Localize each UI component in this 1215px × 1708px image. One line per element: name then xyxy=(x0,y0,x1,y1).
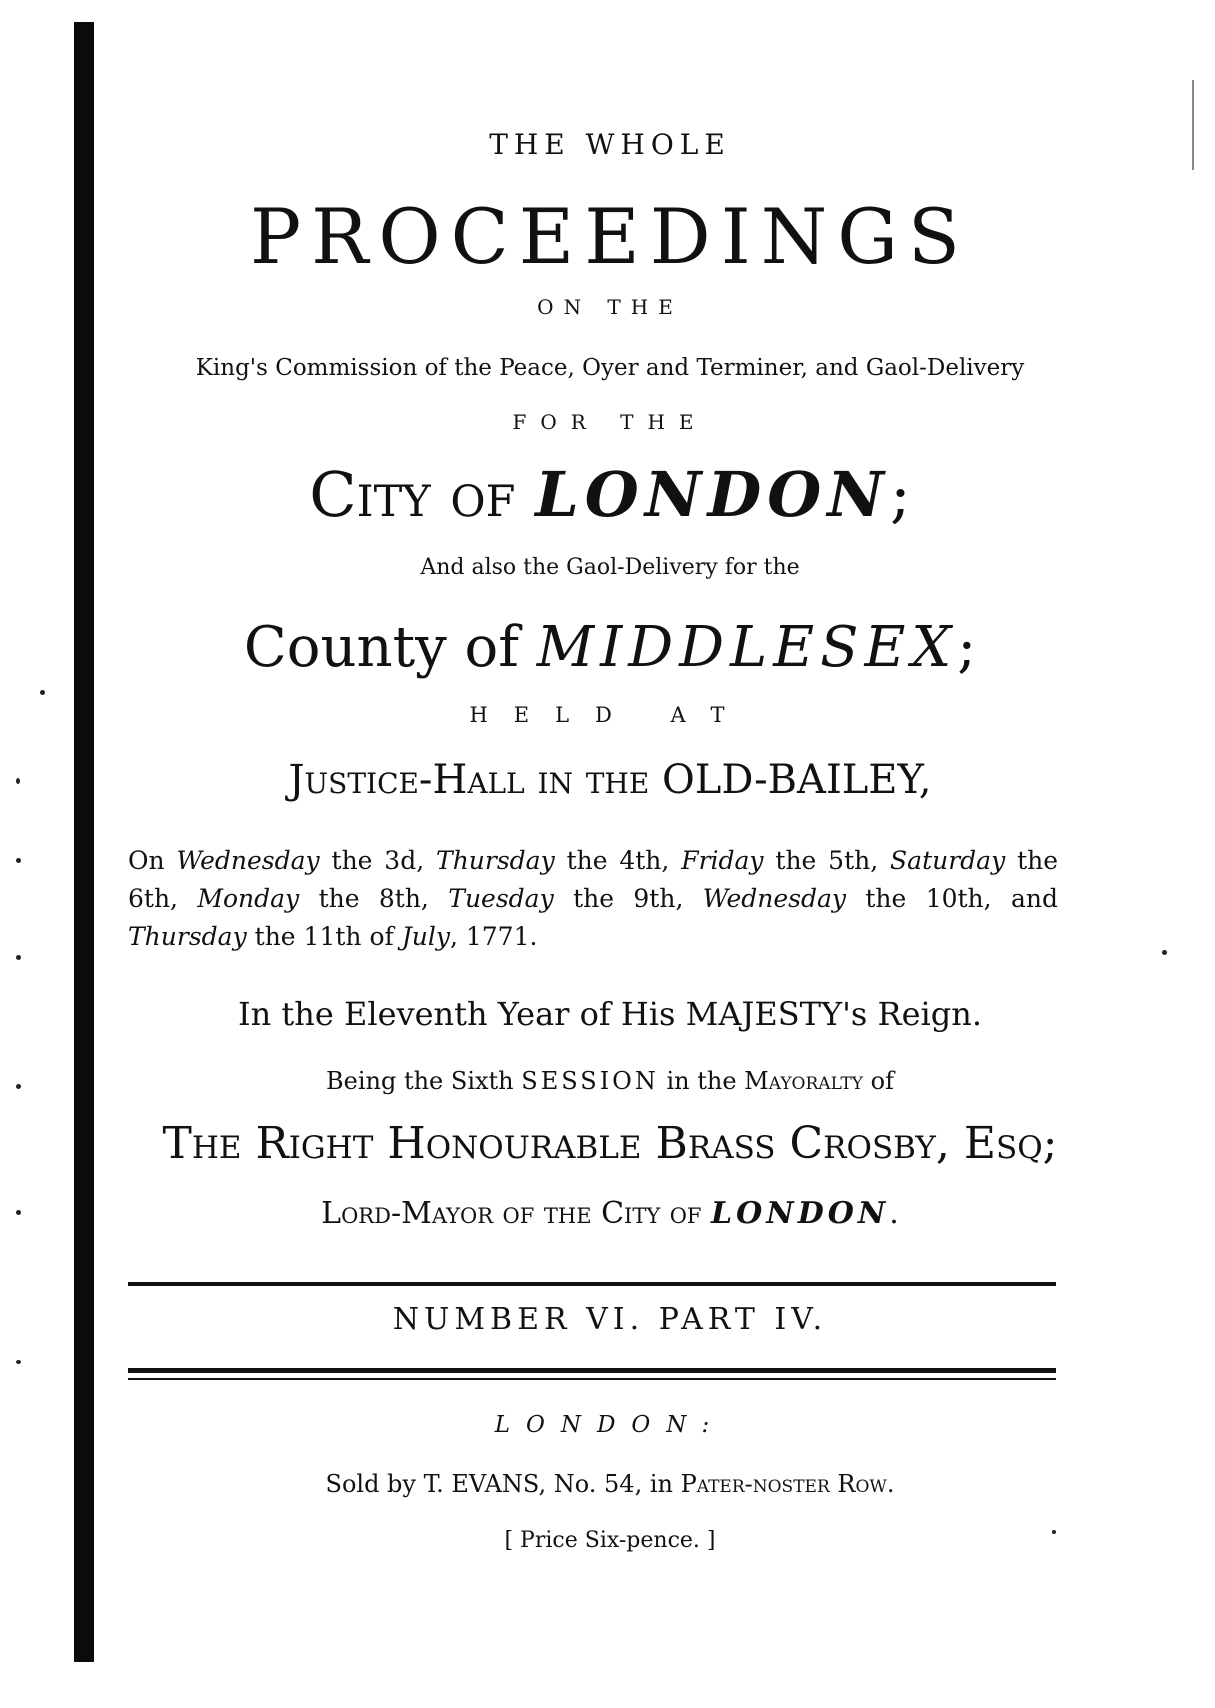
scan-speck xyxy=(16,778,20,784)
imprint-place: LONDON: xyxy=(494,1412,726,1438)
bottom-rule-thin xyxy=(128,1378,1056,1380)
heading-proceedings: PROCEEDINGS xyxy=(249,192,970,281)
dates-text: the 4th, xyxy=(554,846,682,875)
county-line xyxy=(120,615,1100,680)
seller-row: Pater-noster Row. xyxy=(680,1470,895,1498)
commission-line: King's Commission of the Peace, Oyer and Terminer, and Gaol-Delivery xyxy=(195,355,1025,381)
day-name: Friday xyxy=(681,846,764,875)
scan-speck xyxy=(16,955,21,960)
city-suffix: ; xyxy=(889,458,911,531)
day-name: Wednesday xyxy=(702,884,846,913)
heading-on-the: ON THE xyxy=(537,295,683,319)
justice-hall-line: Justice-Hall in the OLD-BAILEY, xyxy=(288,757,932,803)
session-dates-paragraph xyxy=(128,842,1058,956)
scan-speck xyxy=(40,690,45,695)
lord-mayor-line xyxy=(120,1196,1100,1231)
scan-speck xyxy=(16,858,21,863)
lord-mayor-text: Lord-Mayor of the City of xyxy=(321,1196,712,1231)
dates-text: the 10th, and xyxy=(846,884,1058,913)
scan-speck xyxy=(16,1084,21,1089)
session-line xyxy=(120,1067,1100,1095)
binding-spine xyxy=(74,22,94,1662)
lord-mayor-text: . xyxy=(889,1196,899,1231)
dates-text: the 3d, xyxy=(319,846,437,875)
city-line xyxy=(120,458,1100,531)
heading-for-the: FOR THE xyxy=(512,410,708,434)
county-suffix: ; xyxy=(957,615,977,680)
dates-text: the 9th, xyxy=(553,884,703,913)
top-rule xyxy=(128,1282,1056,1286)
session-text: in the xyxy=(658,1067,745,1095)
also-gaol-delivery-line: And also the Gaol-Delivery for the xyxy=(420,555,800,580)
number-part-line: NUMBER VI. PART IV. xyxy=(392,1302,828,1337)
heading-held-at: HELD AT xyxy=(469,703,751,727)
session-text: of xyxy=(863,1067,895,1095)
session-text: Being the Sixth xyxy=(325,1067,522,1095)
day-name: Tuesday xyxy=(448,884,554,913)
county-prefix: County of xyxy=(243,615,537,680)
imprint-seller xyxy=(120,1470,1100,1498)
heading-the-whole: THE WHOLE xyxy=(489,128,731,161)
bottom-rule-thick xyxy=(128,1368,1056,1373)
dates-text: the 8th, xyxy=(299,884,449,913)
dates-text: the 6th, xyxy=(128,846,1059,913)
county-name: MIDDLESEX xyxy=(536,615,958,680)
session-word: SESSION xyxy=(521,1067,659,1095)
reign-line: In the Eleventh Year of His MAJESTY's Reign. xyxy=(237,995,982,1033)
mayoralty-word: Mayoralty xyxy=(744,1067,864,1095)
lord-mayor-name-line: The Right Honourable Brass Crosby, Esq; xyxy=(162,1118,1058,1169)
dates-text: On xyxy=(128,846,177,875)
day-name: Monday xyxy=(197,884,300,913)
month-name: July xyxy=(401,922,450,951)
day-name: Thursday xyxy=(128,922,247,951)
city-name: LONDON xyxy=(535,458,890,531)
day-name: Wednesday xyxy=(176,846,320,875)
scan-speck xyxy=(1192,80,1194,170)
london-name: LONDON xyxy=(711,1196,890,1231)
scan-speck xyxy=(16,1210,21,1215)
imprint-price: [ Price Six-pence. ] xyxy=(504,1528,716,1553)
dates-text: the 11th of xyxy=(246,922,402,951)
dates-text: the 5th, xyxy=(763,846,891,875)
seller-text: Sold by T. EVANS, No. 54, in xyxy=(325,1470,681,1498)
scan-speck xyxy=(16,1360,21,1364)
day-name: Saturday xyxy=(890,846,1006,875)
scan-speck xyxy=(1162,950,1167,955)
city-prefix: City of xyxy=(309,458,536,531)
day-name: Thursday xyxy=(436,846,555,875)
dates-text: , 1771. xyxy=(449,922,538,951)
